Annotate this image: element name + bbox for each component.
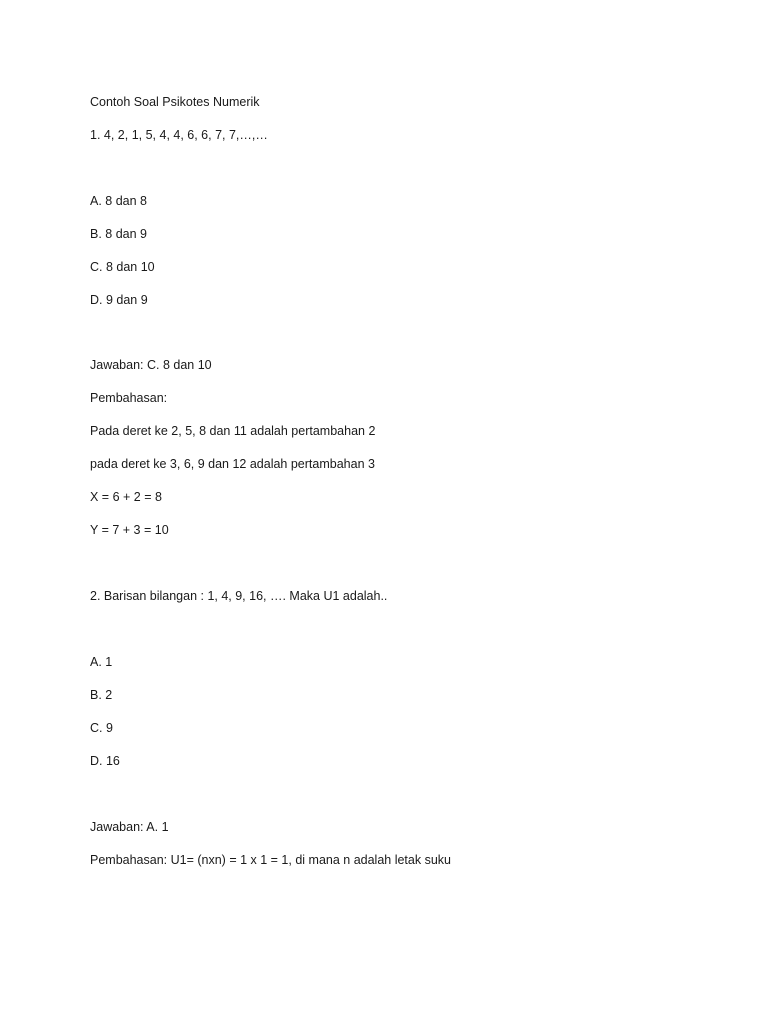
q2-option-a: A. 1	[90, 655, 113, 669]
q1-explanation-heading: Pembahasan:	[90, 391, 168, 405]
q1-option-b: B. 8 dan 9	[90, 227, 147, 241]
q2-option-b: B. 2	[90, 688, 113, 702]
q1-explanation-line: pada deret ke 3, 6, 9 dan 12 adalah pertambahan 3	[90, 457, 375, 471]
q1-option-d: D. 9 dan 9	[90, 293, 148, 307]
q1-option-c: C. 8 dan 10	[90, 260, 155, 274]
q1-option-a: A. 8 dan 8	[90, 194, 147, 208]
q1-explanation-line: Pada deret ke 2, 5, 8 dan 11 adalah pertambahan 2	[90, 424, 376, 438]
q1-answer: Jawaban: C. 8 dan 10	[90, 358, 212, 372]
q2-answer: Jawaban: A. 1	[90, 820, 169, 834]
question-1: 1. 4, 2, 1, 5, 4, 4, 6, 6, 7, 7,…,…	[90, 128, 268, 142]
document-title: Contoh Soal Psikotes Numerik	[90, 95, 260, 109]
q2-option-c: C. 9	[90, 721, 113, 735]
q1-explanation-line: Y = 7 + 3 = 10	[90, 523, 169, 537]
question-2: 2. Barisan bilangan : 1, 4, 9, 16, …. Maka U1 adalah..	[90, 589, 388, 603]
q2-option-d: D. 16	[90, 754, 120, 768]
q1-explanation-line: X = 6 + 2 = 8	[90, 490, 162, 504]
q2-explanation: Pembahasan: U1= (nxn) = 1 x 1 = 1, di mana n adalah letak suku	[90, 853, 451, 867]
